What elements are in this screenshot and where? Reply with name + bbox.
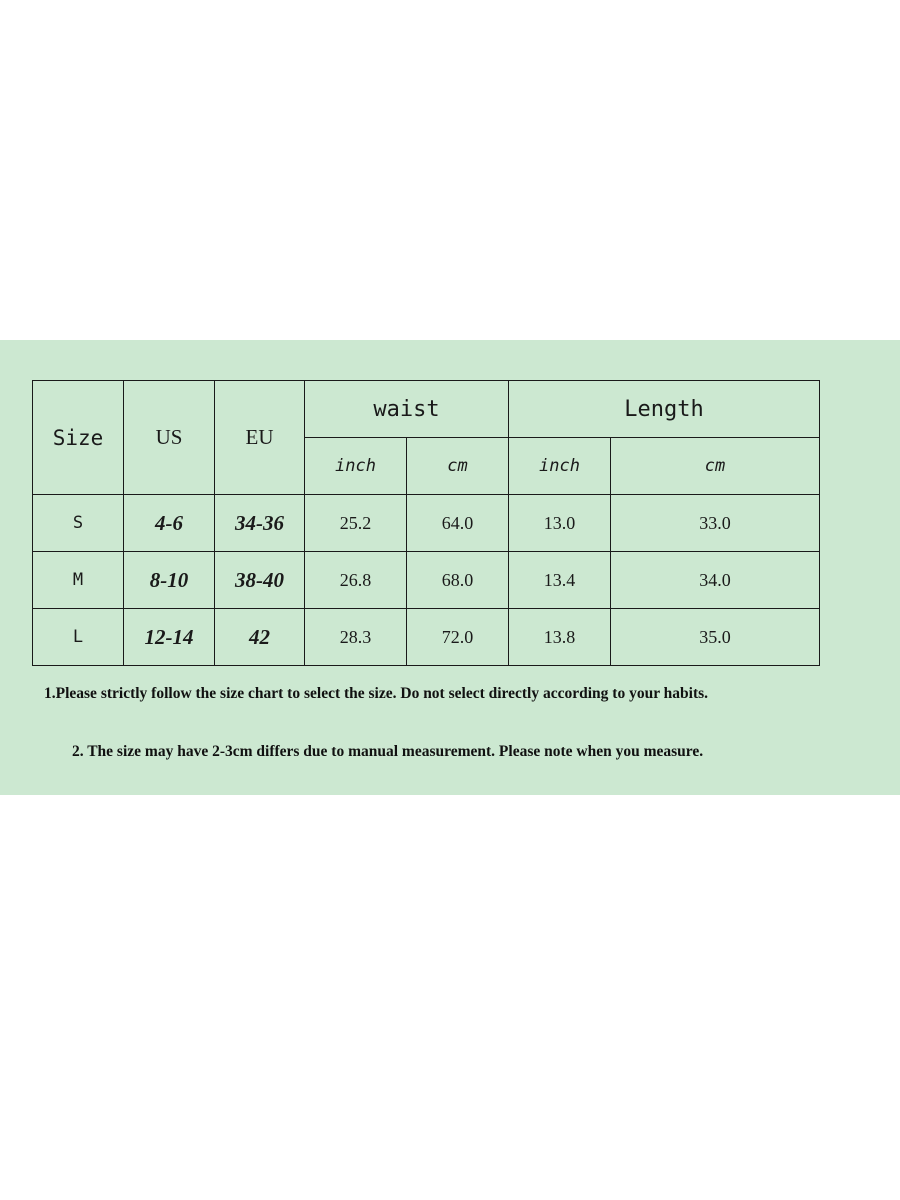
- size-note-1: 1.Please strictly follow the size chart to select the size. Do not select directly according to your habits.: [44, 685, 709, 702]
- cell-waist-inch: 28.3: [305, 609, 407, 666]
- cell-length-inch: 13.8: [509, 609, 611, 666]
- cell-waist-inch: 25.2: [305, 495, 407, 552]
- cell-length-inch: 13.0: [509, 495, 611, 552]
- table-row: [33, 552, 820, 609]
- header-length-cm: cm: [611, 438, 820, 495]
- cell-waist-cm: 68.0: [407, 552, 509, 609]
- cell-waist-cm: 72.0: [407, 609, 509, 666]
- cell-eu: 38-40: [215, 552, 305, 609]
- cell-waist-inch: 26.8: [305, 552, 407, 609]
- header-us: US: [124, 381, 215, 495]
- header-eu: EU: [215, 381, 305, 495]
- cell-length-cm: 33.0: [611, 495, 820, 552]
- size-note-2: 2. The size may have 2-3cm differs due to manual measurement. Please note when you measure.: [72, 743, 704, 760]
- header-size: Size: [33, 381, 124, 495]
- header-waist: waist: [305, 381, 509, 438]
- table-row: [33, 495, 820, 552]
- header-length: Length: [509, 381, 820, 438]
- size-chart-panel: [0, 340, 900, 795]
- cell-us: 12-14: [124, 609, 215, 666]
- size-chart-table: [32, 380, 820, 666]
- cell-length-cm: 34.0: [611, 552, 820, 609]
- cell-size: L: [33, 609, 124, 666]
- cell-size: S: [33, 495, 124, 552]
- cell-eu: 34-36: [215, 495, 305, 552]
- cell-size: M: [33, 552, 124, 609]
- header-length-inch: inch: [509, 438, 611, 495]
- table-row: [33, 609, 820, 666]
- cell-us: 4-6: [124, 495, 215, 552]
- header-waist-inch: inch: [305, 438, 407, 495]
- cell-us: 8-10: [124, 552, 215, 609]
- cell-length-inch: 13.4: [509, 552, 611, 609]
- cell-waist-cm: 64.0: [407, 495, 509, 552]
- header-waist-cm: cm: [407, 438, 509, 495]
- cell-eu: 42: [215, 609, 305, 666]
- header-row-top: [33, 381, 820, 438]
- cell-length-cm: 35.0: [611, 609, 820, 666]
